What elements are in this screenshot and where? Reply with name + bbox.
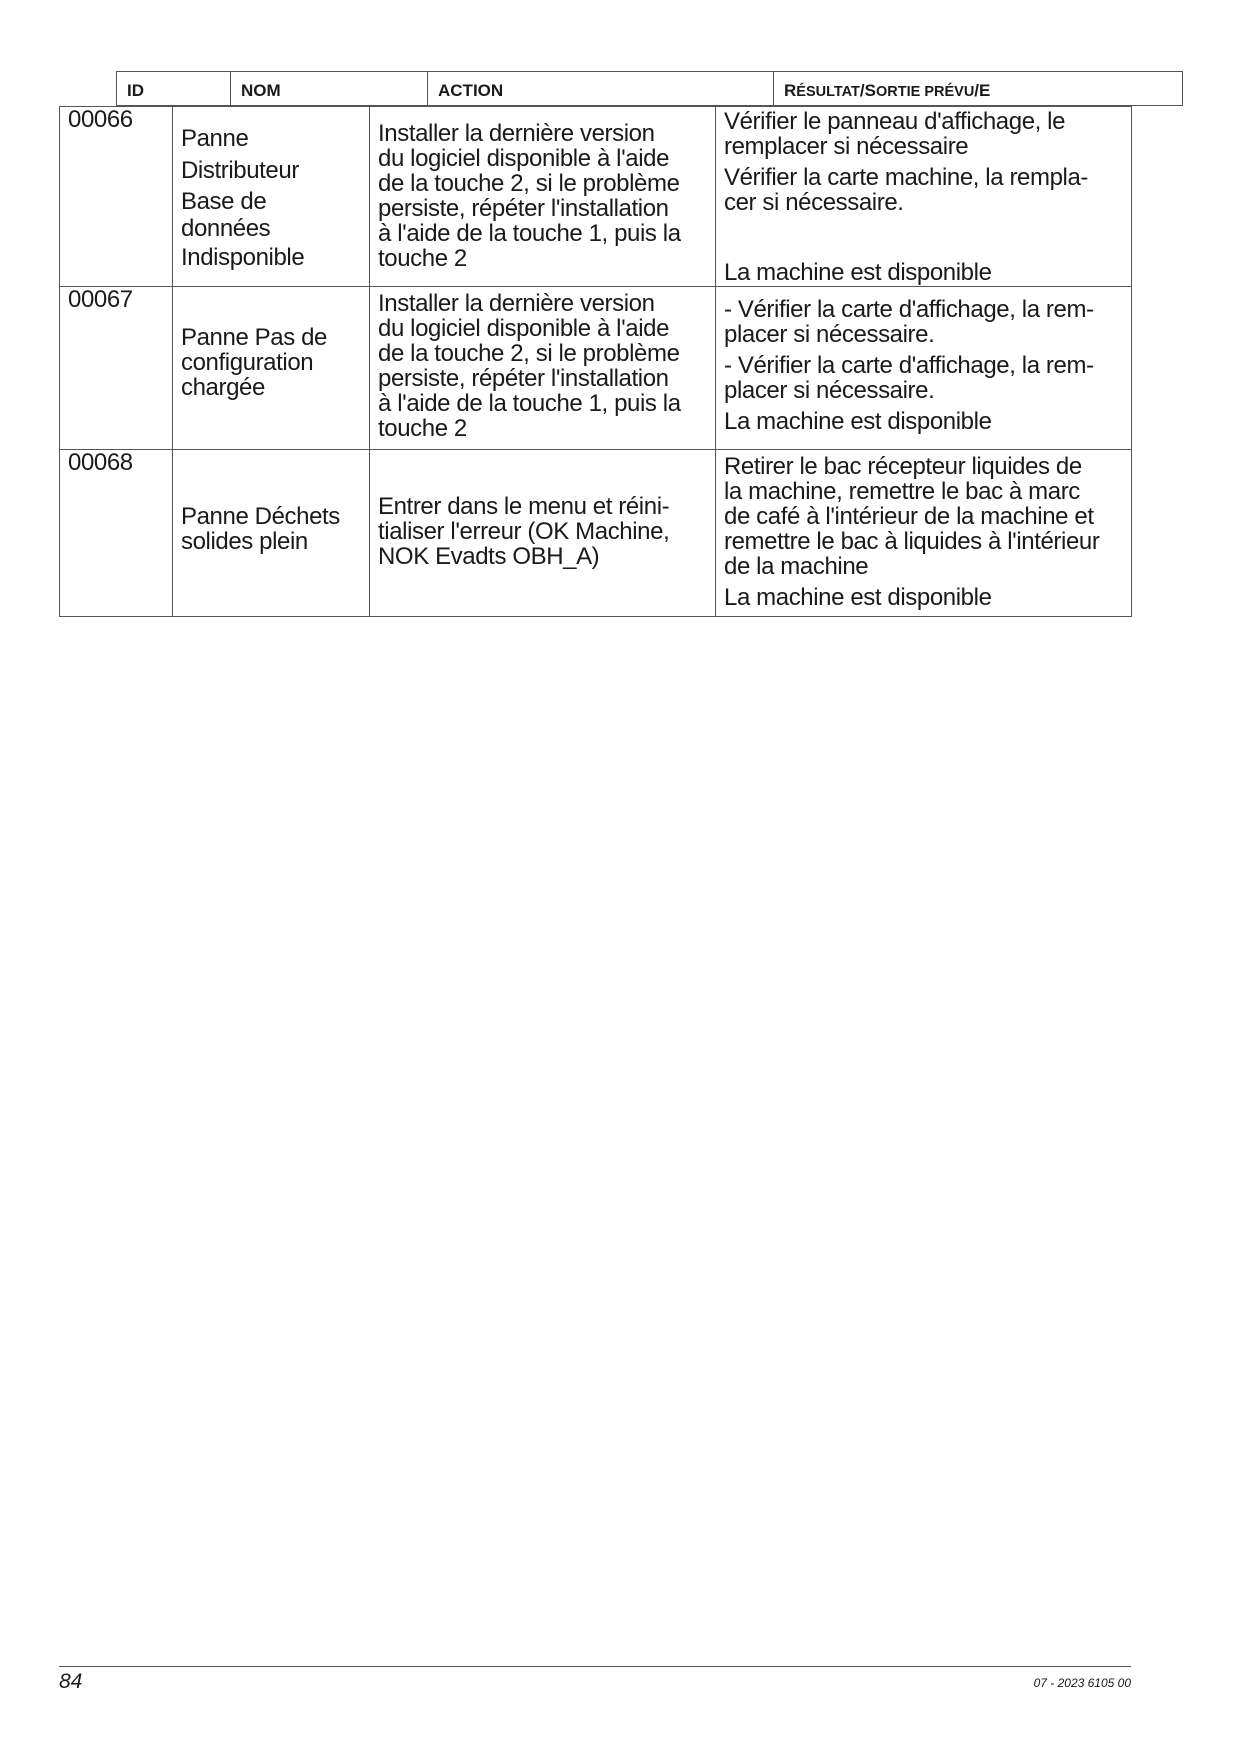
action-line: touche 2 xyxy=(378,245,467,272)
name-line: Panne Déchets xyxy=(181,503,340,530)
table-row xyxy=(60,287,1132,450)
header-result-e: E xyxy=(979,81,991,100)
row-name xyxy=(173,107,370,287)
action-line: Installer la dernière version xyxy=(378,290,655,317)
result-line: remplacer si nécessaire xyxy=(724,133,969,160)
result-line: de café à l'intérieur de la machine et xyxy=(724,503,1094,530)
name-line: Base de xyxy=(181,188,267,215)
header-result-slash2: / xyxy=(974,81,980,100)
table-row xyxy=(60,107,1132,287)
result-line: Vérifier la carte machine, la rempla- xyxy=(724,164,1089,191)
header-action: ACTION xyxy=(428,72,774,105)
row-result xyxy=(716,450,1132,617)
action-line: Entrer dans le menu et réini- xyxy=(378,493,670,520)
action-line: du logiciel disponible à l'aide xyxy=(378,315,670,342)
action-line: Installer la dernière version xyxy=(378,120,655,147)
result-block xyxy=(724,165,1123,215)
action-line: persiste, répéter l'installation xyxy=(378,195,669,222)
result-line: - Vérifier la carte d'affichage, la rem- xyxy=(724,296,1094,323)
header-result-1: ÉSULTAT xyxy=(796,84,860,100)
row-action xyxy=(370,450,716,617)
result-line: placer si nécessaire. xyxy=(724,377,935,404)
table-row xyxy=(60,450,1132,617)
name-line: Distributeur xyxy=(181,157,299,184)
table-header xyxy=(116,71,1183,106)
result-line: Retirer le bac récepteur liquides de xyxy=(724,453,1082,480)
header-result xyxy=(774,72,1182,105)
action-line: du logiciel disponible à l'aide xyxy=(378,145,670,172)
action-line: à l'aide de la touche 1, puis la xyxy=(378,390,681,417)
result-line: placer si nécessaire. xyxy=(724,321,935,348)
header-result-r: R xyxy=(784,81,797,100)
action-line: NOK Evadts OBH_A) xyxy=(378,543,600,570)
result-line: de la machine xyxy=(724,553,869,580)
result-line: Vérifier le panneau d'affichage, le xyxy=(724,108,1066,135)
row-result xyxy=(716,107,1132,287)
result-final: La machine est disponible xyxy=(724,408,992,435)
row-id-text: 00066 xyxy=(68,106,133,133)
name-line: Panne Pas de xyxy=(181,324,327,351)
name-line: Panne xyxy=(181,125,249,152)
result-block xyxy=(724,454,1123,579)
row-result xyxy=(716,287,1132,450)
row-action xyxy=(370,287,716,450)
action-line: tialiser l'erreur (OK Machine, xyxy=(378,518,670,545)
row-id xyxy=(60,450,173,617)
row-id xyxy=(60,107,173,287)
row-id-text: 00068 xyxy=(68,449,133,476)
action-line: persiste, répéter l'installation xyxy=(378,365,669,392)
action-line: à l'aide de la touche 1, puis la xyxy=(378,220,681,247)
row-name xyxy=(173,450,370,617)
result-block xyxy=(724,353,1123,403)
action-line: de la touche 2, si le problème xyxy=(378,340,680,367)
name-line: chargée xyxy=(181,374,265,401)
document-reference: 07 - 2023 6105 00 xyxy=(1033,1676,1131,1690)
result-final: La machine est disponible xyxy=(724,584,992,611)
header-result-2: ORTIE PRÉVU xyxy=(876,84,975,100)
result-line: cer si nécessaire. xyxy=(724,189,904,216)
result-line: la machine, remettre le bac à marc xyxy=(724,478,1080,505)
row-id-text: 00067 xyxy=(68,286,133,313)
header-result-s: S xyxy=(864,81,876,100)
name-line: Indisponible xyxy=(181,244,305,271)
result-line: remettre le bac à liquides à l'intérieur xyxy=(724,528,1100,555)
fault-table xyxy=(59,106,1132,617)
page-number: 84 xyxy=(59,1670,83,1693)
action-line: touche 2 xyxy=(378,415,467,442)
result-final: La machine est disponible xyxy=(724,259,992,286)
header-result-slash1: / xyxy=(859,81,865,100)
header-nom: NOM xyxy=(231,72,428,105)
row-name xyxy=(173,287,370,450)
result-line: - Vérifier la carte d'affichage, la rem- xyxy=(724,352,1094,379)
action-line: de la touche 2, si le problème xyxy=(378,170,680,197)
name-line: configuration xyxy=(181,349,314,376)
header-id: ID xyxy=(117,72,231,105)
row-id xyxy=(60,287,173,450)
name-line: solides plein xyxy=(181,528,308,555)
name-line: données xyxy=(181,215,271,242)
footer-rule xyxy=(59,1666,1131,1667)
row-action xyxy=(370,107,716,287)
result-block xyxy=(724,297,1123,347)
result-block xyxy=(724,109,1123,159)
